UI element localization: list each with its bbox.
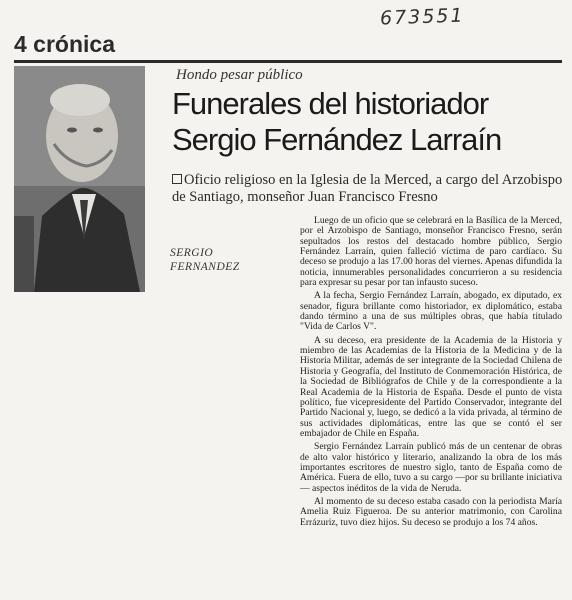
subheadline-text: Oficio religioso en la Iglesia de la Merced, a cargo del Arzobispo de Santiago, monseñor Juan Francisco Fresno: [172, 172, 563, 205]
paragraph: A su deceso, era presidente de la Academia de la Historia y miembro de las Academias de la Historia de la Medicina y de la Historia Militar, además de ser integrante de la Sociedad Chilena de Historia y Geografía, del Instituto de Conmemoración Histórica, de la Sociedad de Bibliógrafos de Chile y de la correspondiente a la Real Academia de la Historia de España. Desde el punto de vista político, fue vicepresidente del Partido Conservador, integrante del Partido Nacional y, luego, se dedicó a la vida privada, al término de sus actividades diplomáticas, entre las que se contó el ser embajador de Chile en España.: [300, 334, 562, 439]
bullet-box-icon: [172, 174, 182, 184]
headline-line-1: Funerales del historiador: [172, 86, 489, 121]
paragraph: Luego de un oficio que se celebrará en la Basílica de la Merced, por el Arzobispo de Santiago, monseñor Francisco Fresno, serán sepultados los restos del destacado hombre público, Sergio Fernández Larraín, quien falleció víctima de paro cardíaco. Su deceso se produjo a las 17.00 horas del viernes. Apenas difundida la noticia, innumerables personalidades concurrieron a su residencia para expresar su pesar por tan infausto suceso.: [300, 215, 562, 289]
subheadline: [172, 172, 564, 206]
article-body: [300, 216, 562, 531]
headline-line-2: Sergio Fernández Larraín: [172, 122, 502, 157]
portrait-illustration: [14, 66, 145, 292]
headline: [172, 86, 562, 158]
caption-line-2: FERNANDEZ: [170, 261, 240, 273]
paragraph: A la fecha, Sergio Fernández Larraín, abogado, ex diputado, ex senador, figura brillante como historiador, ex diplomático, estaba dando término a una de sus múltiples obras, que había titulado "Vida de Carlos V".: [300, 290, 562, 333]
photo-caption: [170, 246, 290, 274]
section-rule: [14, 60, 562, 63]
kicker: Hondo pesar público: [176, 67, 303, 83]
portrait-photo: [14, 66, 145, 292]
archive-handwritten-number: 673551: [379, 4, 465, 30]
paragraph: Sergio Fernández Larraín publicó más de un centenar de obras de alto valor histórico y literario, analizando la obra de los más importantes escritores de nuestro siglo, tanto de España como de América. Fuera de ello, tuvo a su cargo —por su brillante iniciativa— aspectos inéditos de la vida de Neruda.: [300, 441, 562, 494]
caption-line-1: SERGIO: [170, 247, 214, 259]
section-label: 4 crónica: [14, 31, 115, 57]
paragraph: Al momento de su deceso estaba casado con la periodista María Amelia Ruiz Figueroa. De su anterior matrimonio, con Carolina Errázuriz, tuvo diez hijos. Su deceso se produjo a los 74 años.: [300, 495, 562, 528]
